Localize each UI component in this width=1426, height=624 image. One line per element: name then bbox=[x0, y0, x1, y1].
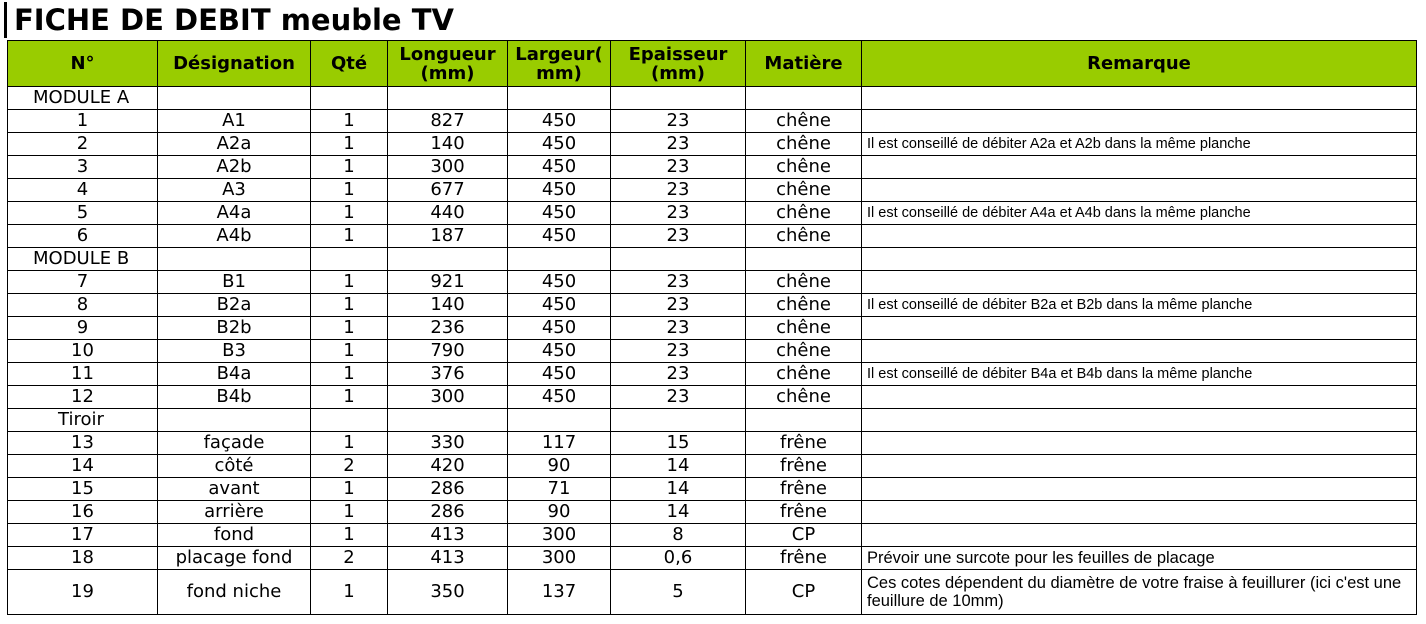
cell-qty[interactable]: 1 bbox=[311, 524, 388, 547]
header-row bbox=[8, 41, 1417, 87]
table-row bbox=[8, 455, 1417, 478]
cell-material[interactable]: chêne bbox=[746, 202, 862, 225]
cell-designation[interactable]: B2a bbox=[158, 294, 311, 317]
cell-material[interactable]: chêne bbox=[746, 340, 862, 363]
cell-qty[interactable]: 1 bbox=[311, 179, 388, 202]
cell-remark[interactable] bbox=[862, 432, 1417, 455]
empty-cell[interactable] bbox=[388, 409, 508, 432]
cell-qty[interactable]: 2 bbox=[311, 455, 388, 478]
empty-cell[interactable] bbox=[508, 87, 611, 110]
cell-length[interactable]: 376 bbox=[388, 363, 508, 386]
cell-material[interactable]: frêne bbox=[746, 455, 862, 478]
cell-thickness[interactable]: 23 bbox=[611, 317, 746, 340]
cell-num[interactable]: 12 bbox=[8, 386, 158, 409]
cell-designation[interactable]: placage fond bbox=[158, 547, 311, 570]
cell-designation[interactable]: B4b bbox=[158, 386, 311, 409]
empty-cell[interactable] bbox=[611, 248, 746, 271]
cell-remark[interactable] bbox=[862, 340, 1417, 363]
cell-length[interactable]: 921 bbox=[388, 271, 508, 294]
cell-qty[interactable]: 1 bbox=[311, 133, 388, 156]
cell-width[interactable]: 450 bbox=[508, 156, 611, 179]
cell-num[interactable]: 9 bbox=[8, 317, 158, 340]
cell-num[interactable]: 11 bbox=[8, 363, 158, 386]
cell-remark[interactable] bbox=[862, 110, 1417, 133]
cell-designation[interactable]: fond bbox=[158, 524, 311, 547]
cell-qty[interactable]: 1 bbox=[311, 317, 388, 340]
cell-qty[interactable]: 1 bbox=[311, 386, 388, 409]
section-row bbox=[8, 409, 1417, 432]
table-row bbox=[8, 432, 1417, 455]
cell-qty[interactable]: 1 bbox=[311, 271, 388, 294]
cell-num[interactable]: 1 bbox=[8, 110, 158, 133]
cell-num[interactable]: 10 bbox=[8, 340, 158, 363]
cell-qty[interactable]: 1 bbox=[311, 225, 388, 248]
cell-thickness[interactable]: 15 bbox=[611, 432, 746, 455]
cell-length[interactable]: 413 bbox=[388, 524, 508, 547]
cell-designation[interactable]: arrière bbox=[158, 501, 311, 524]
cell-remark[interactable] bbox=[862, 156, 1417, 179]
cell-material[interactable]: chêne bbox=[746, 156, 862, 179]
cell-width[interactable]: 90 bbox=[508, 501, 611, 524]
table-row bbox=[8, 340, 1417, 363]
cell-qty[interactable]: 1 bbox=[311, 110, 388, 133]
cell-num[interactable]: 7 bbox=[8, 271, 158, 294]
table-row bbox=[8, 294, 1417, 317]
section-label[interactable]: MODULE A bbox=[8, 87, 158, 110]
table-row bbox=[8, 179, 1417, 202]
cell-designation[interactable]: B1 bbox=[158, 271, 311, 294]
empty-cell[interactable] bbox=[508, 248, 611, 271]
cell-width[interactable]: 450 bbox=[508, 317, 611, 340]
cell-designation[interactable]: A3 bbox=[158, 179, 311, 202]
empty-cell[interactable] bbox=[388, 87, 508, 110]
cell-num[interactable]: 5 bbox=[8, 202, 158, 225]
cell-remark[interactable]: Prévoir une surcote pour les feuilles de placage bbox=[862, 547, 1417, 570]
cell-remark[interactable] bbox=[862, 317, 1417, 340]
cell-length[interactable]: 300 bbox=[388, 386, 508, 409]
cell-designation[interactable]: façade bbox=[158, 432, 311, 455]
cell-thickness[interactable]: 0,6 bbox=[611, 547, 746, 570]
section-label[interactable]: MODULE B bbox=[8, 248, 158, 271]
cell-length[interactable]: 286 bbox=[388, 478, 508, 501]
cell-material[interactable]: chêne bbox=[746, 225, 862, 248]
cell-thickness[interactable]: 23 bbox=[611, 202, 746, 225]
cell-width[interactable]: 450 bbox=[508, 294, 611, 317]
cell-designation[interactable]: A4a bbox=[158, 202, 311, 225]
cell-qty[interactable]: 1 bbox=[311, 478, 388, 501]
cell-thickness[interactable]: 23 bbox=[611, 340, 746, 363]
col-header-material[interactable]: Matière bbox=[746, 41, 862, 87]
table-row bbox=[8, 478, 1417, 501]
cell-material[interactable]: frêne bbox=[746, 547, 862, 570]
empty-cell[interactable] bbox=[311, 248, 388, 271]
cell-num[interactable]: 15 bbox=[8, 478, 158, 501]
cell-length[interactable]: 440 bbox=[388, 202, 508, 225]
empty-cell[interactable] bbox=[311, 409, 388, 432]
cell-width[interactable]: 450 bbox=[508, 225, 611, 248]
cell-width[interactable]: 450 bbox=[508, 363, 611, 386]
table-row bbox=[8, 547, 1417, 570]
cell-length[interactable]: 420 bbox=[388, 455, 508, 478]
cell-thickness[interactable]: 23 bbox=[611, 271, 746, 294]
section-label[interactable]: Tiroir bbox=[8, 409, 158, 432]
cell-remark[interactable] bbox=[862, 501, 1417, 524]
cell-thickness[interactable]: 14 bbox=[611, 501, 746, 524]
cell-thickness[interactable]: 23 bbox=[611, 133, 746, 156]
cell-width[interactable]: 450 bbox=[508, 202, 611, 225]
empty-cell[interactable] bbox=[158, 87, 311, 110]
cell-material[interactable]: frêne bbox=[746, 501, 862, 524]
sheet-title: FICHE DE DEBIT meuble TV bbox=[14, 3, 454, 37]
table-row bbox=[8, 317, 1417, 340]
cell-num[interactable]: 17 bbox=[8, 524, 158, 547]
section-row bbox=[8, 87, 1417, 110]
cell-length[interactable]: 286 bbox=[388, 501, 508, 524]
cell-thickness[interactable]: 23 bbox=[611, 386, 746, 409]
cell-remark[interactable]: Il est conseillé de débiter A4a et A4b dans la même planche bbox=[862, 202, 1417, 225]
cell-num[interactable]: 18 bbox=[8, 547, 158, 570]
cell-material[interactable]: frêne bbox=[746, 432, 862, 455]
cell-num[interactable]: 2 bbox=[8, 133, 158, 156]
cell-material[interactable]: chêne bbox=[746, 317, 862, 340]
cell-num[interactable]: 19 bbox=[8, 570, 158, 615]
cell-material[interactable]: chêne bbox=[746, 363, 862, 386]
cell-designation[interactable]: avant bbox=[158, 478, 311, 501]
empty-cell[interactable] bbox=[158, 409, 311, 432]
cell-length[interactable]: 827 bbox=[388, 110, 508, 133]
table-row bbox=[8, 570, 1417, 615]
table-row bbox=[8, 156, 1417, 179]
cell-qty[interactable]: 1 bbox=[311, 294, 388, 317]
cell-width[interactable]: 300 bbox=[508, 524, 611, 547]
table-row bbox=[8, 202, 1417, 225]
table-row bbox=[8, 501, 1417, 524]
cell-width[interactable]: 137 bbox=[508, 570, 611, 615]
cell-remark[interactable] bbox=[862, 524, 1417, 547]
col-header-qty[interactable]: Qté bbox=[311, 41, 388, 87]
cell-length[interactable]: 677 bbox=[388, 179, 508, 202]
cell-length[interactable]: 236 bbox=[388, 317, 508, 340]
cell-designation[interactable]: A2a bbox=[158, 133, 311, 156]
cell-width[interactable]: 117 bbox=[508, 432, 611, 455]
empty-cell[interactable] bbox=[862, 409, 1417, 432]
cell-material[interactable]: chêne bbox=[746, 179, 862, 202]
cell-qty[interactable]: 2 bbox=[311, 547, 388, 570]
cell-num[interactable]: 13 bbox=[8, 432, 158, 455]
cell-designation[interactable]: A2b bbox=[158, 156, 311, 179]
cell-remark[interactable]: Il est conseillé de débiter B2a et B2b dans la même planche bbox=[862, 294, 1417, 317]
empty-cell[interactable] bbox=[862, 248, 1417, 271]
cell-width[interactable]: 450 bbox=[508, 110, 611, 133]
cell-qty[interactable]: 1 bbox=[311, 501, 388, 524]
empty-cell[interactable] bbox=[746, 409, 862, 432]
cell-width[interactable]: 71 bbox=[508, 478, 611, 501]
cell-cursor-line bbox=[4, 2, 7, 38]
empty-cell[interactable] bbox=[862, 87, 1417, 110]
cell-qty[interactable]: 1 bbox=[311, 202, 388, 225]
cell-remark[interactable] bbox=[862, 455, 1417, 478]
cell-designation[interactable]: A4b bbox=[158, 225, 311, 248]
cell-width[interactable]: 450 bbox=[508, 133, 611, 156]
cell-material[interactable]: CP bbox=[746, 570, 862, 615]
empty-cell[interactable] bbox=[746, 248, 862, 271]
cell-length[interactable]: 140 bbox=[388, 294, 508, 317]
cell-width[interactable]: 300 bbox=[508, 547, 611, 570]
cell-remark[interactable]: Ces cotes dépendent du diamètre de votre fraise à feuillurer (ici c'est une feuillure de 10mm) bbox=[862, 570, 1417, 615]
cell-remark[interactable] bbox=[862, 271, 1417, 294]
cell-width[interactable]: 90 bbox=[508, 455, 611, 478]
cell-num[interactable]: 6 bbox=[8, 225, 158, 248]
cell-qty[interactable]: 1 bbox=[311, 432, 388, 455]
cell-thickness[interactable]: 23 bbox=[611, 179, 746, 202]
cell-material[interactable]: frêne bbox=[746, 478, 862, 501]
cell-remark[interactable] bbox=[862, 478, 1417, 501]
title-bar bbox=[4, 0, 804, 40]
cell-thickness[interactable]: 14 bbox=[611, 455, 746, 478]
cell-designation[interactable]: côté bbox=[158, 455, 311, 478]
cell-remark[interactable] bbox=[862, 386, 1417, 409]
table-row bbox=[8, 133, 1417, 156]
cell-remark[interactable]: Il est conseillé de débiter B4a et B4b dans la même planche bbox=[862, 363, 1417, 386]
empty-cell[interactable] bbox=[311, 87, 388, 110]
cell-length[interactable]: 140 bbox=[388, 133, 508, 156]
cell-width[interactable]: 450 bbox=[508, 386, 611, 409]
cell-remark[interactable]: Il est conseillé de débiter A2a et A2b dans la même planche bbox=[862, 133, 1417, 156]
cell-material[interactable]: CP bbox=[746, 524, 862, 547]
cell-length[interactable]: 413 bbox=[388, 547, 508, 570]
cell-material[interactable]: chêne bbox=[746, 133, 862, 156]
cell-length[interactable]: 300 bbox=[388, 156, 508, 179]
cell-designation[interactable]: B4a bbox=[158, 363, 311, 386]
table-row bbox=[8, 225, 1417, 248]
cell-num[interactable]: 14 bbox=[8, 455, 158, 478]
table-row bbox=[8, 110, 1417, 133]
empty-cell[interactable] bbox=[508, 409, 611, 432]
empty-cell[interactable] bbox=[388, 248, 508, 271]
table-row bbox=[8, 271, 1417, 294]
table-body bbox=[8, 87, 1417, 615]
col-header-length[interactable]: Longueur (mm) bbox=[388, 41, 508, 87]
cell-qty[interactable]: 1 bbox=[311, 340, 388, 363]
cell-designation[interactable]: B2b bbox=[158, 317, 311, 340]
empty-cell[interactable] bbox=[611, 87, 746, 110]
cell-length[interactable]: 330 bbox=[388, 432, 508, 455]
cell-thickness[interactable]: 14 bbox=[611, 478, 746, 501]
cell-thickness[interactable]: 23 bbox=[611, 363, 746, 386]
cell-length[interactable]: 790 bbox=[388, 340, 508, 363]
cell-qty[interactable]: 1 bbox=[311, 156, 388, 179]
cell-thickness[interactable]: 23 bbox=[611, 225, 746, 248]
col-header-remark[interactable]: Remarque bbox=[862, 41, 1417, 87]
cell-material[interactable]: chêne bbox=[746, 271, 862, 294]
cell-remark[interactable] bbox=[862, 179, 1417, 202]
cell-material[interactable]: chêne bbox=[746, 110, 862, 133]
cell-num[interactable]: 4 bbox=[8, 179, 158, 202]
cell-thickness[interactable]: 8 bbox=[611, 524, 746, 547]
table-row bbox=[8, 524, 1417, 547]
cell-length[interactable]: 187 bbox=[388, 225, 508, 248]
cell-thickness[interactable]: 5 bbox=[611, 570, 746, 615]
cell-width[interactable]: 450 bbox=[508, 271, 611, 294]
table-row bbox=[8, 363, 1417, 386]
col-header-designation[interactable]: Désignation bbox=[158, 41, 311, 87]
cutting-list-table bbox=[7, 40, 1417, 615]
section-row bbox=[8, 248, 1417, 271]
cell-length[interactable]: 350 bbox=[388, 570, 508, 615]
cell-num[interactable]: 16 bbox=[8, 501, 158, 524]
cell-designation[interactable]: B3 bbox=[158, 340, 311, 363]
cell-width[interactable]: 450 bbox=[508, 179, 611, 202]
col-header-thickness[interactable]: Epaisseur (mm) bbox=[611, 41, 746, 87]
cell-material[interactable]: chêne bbox=[746, 294, 862, 317]
empty-cell[interactable] bbox=[611, 409, 746, 432]
col-header-num[interactable]: N° bbox=[8, 41, 158, 87]
cell-thickness[interactable]: 23 bbox=[611, 110, 746, 133]
cell-qty[interactable]: 1 bbox=[311, 570, 388, 615]
cell-num[interactable]: 3 bbox=[8, 156, 158, 179]
cell-designation[interactable]: fond niche bbox=[158, 570, 311, 615]
cell-width[interactable]: 450 bbox=[508, 340, 611, 363]
cell-thickness[interactable]: 23 bbox=[611, 156, 746, 179]
col-header-width[interactable]: Largeur( mm) bbox=[508, 41, 611, 87]
empty-cell[interactable] bbox=[158, 248, 311, 271]
empty-cell[interactable] bbox=[746, 87, 862, 110]
cell-material[interactable]: chêne bbox=[746, 386, 862, 409]
cell-qty[interactable]: 1 bbox=[311, 363, 388, 386]
table-row bbox=[8, 386, 1417, 409]
cell-designation[interactable]: A1 bbox=[158, 110, 311, 133]
cell-remark[interactable] bbox=[862, 225, 1417, 248]
cell-num[interactable]: 8 bbox=[8, 294, 158, 317]
cell-thickness[interactable]: 23 bbox=[611, 294, 746, 317]
